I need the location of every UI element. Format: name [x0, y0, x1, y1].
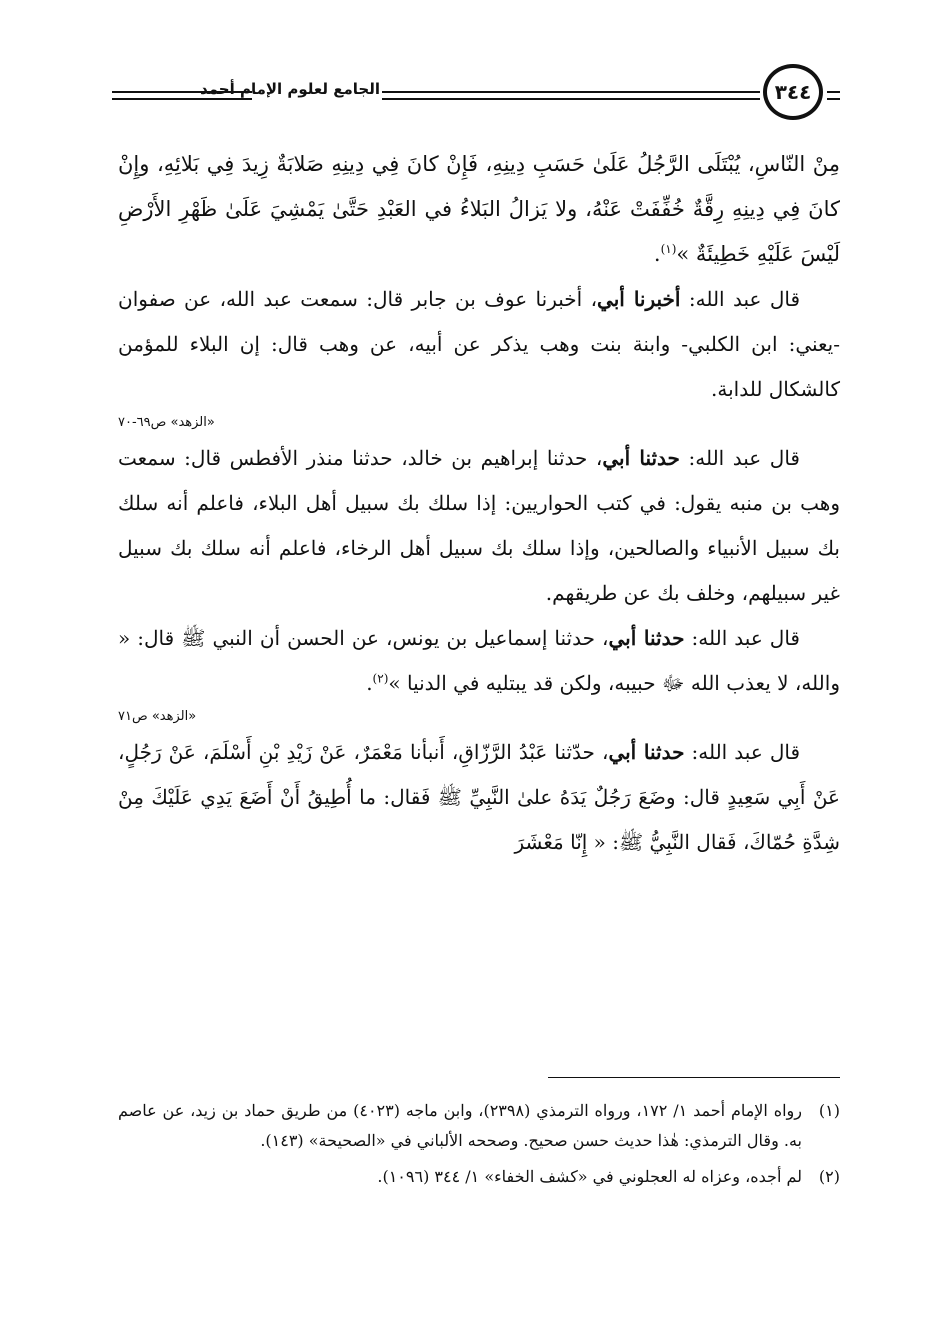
- narration-2-intro: قال عبد الله:: [680, 287, 801, 311]
- source-ref-1: «الزهد» ص٦٩-٧٠: [118, 415, 215, 430]
- header-rule-right: [827, 91, 840, 100]
- narration-4-text: ، حدثنا إسماعيل بن يونس، عن الحسن أن النبي ﷺ قال: « والله، لا يعذب الله ﷻ حبيبه، ولكن قد يبتليه في الدنيا »: [118, 626, 840, 695]
- footnote-text: رواه الإمام أحمد ١/ ١٧٢، ورواه الترمذي (٢٣٩٨)، وابن ماجه (٤٠٢٣) من طريق حماد بن زيد، عن عاصم به. وقال الترمذي: هٰذا حديث حسن صحيح. وصححه الألباني في «الصحيحة» (١٤٣).: [118, 1101, 803, 1150]
- narration-3-text: ، حدثنا إبراهيم بن خالد، حدثنا منذر الأفطس قال: سمعت وهب بن منبه يقول: في كتب الحواريين: إذا سلك بك سبيل أهل البلاء، فاعلم أنه سلك بك سبيل الأنبياء والصالحين، وإذا سلك بك سبيل أهل الرخاء، فاعلم أنه سلك بك سبيل غير سبيلهم، وخلف بك عن طريقهم.: [118, 446, 840, 605]
- narration-2-chain: أخبرنا أبي: [597, 287, 681, 311]
- footnote-ref-1: (١): [660, 242, 677, 256]
- hadith-continuation: [118, 142, 840, 277]
- running-title: الجامع لعلوم الإمام أحمد: [200, 80, 380, 98]
- footnote-number: (١): [818, 1101, 840, 1120]
- narration-5: [118, 730, 840, 865]
- footnote-text: لم أجده، وعزاه له العجلوني في «كشف الخفاء» ١/ ٣٤٤ (١٠٩٦).: [377, 1167, 802, 1186]
- narration-3-intro: قال عبد الله:: [679, 446, 800, 470]
- page-number: ٣٤٤: [763, 64, 823, 120]
- footnote-ref-2: (٢): [372, 671, 389, 686]
- header-rule-middle: [382, 91, 760, 100]
- hadith-text: مِنْ النّاسِ، يُبْتَلَى الرَّجُلُ عَلَىٰ حَسَبِ دِينِهِ، فَإِنْ كانَ فِي دِينِهِ صَلابَةٌ زِيدَ فِي بَلائِهِ، وإِنْ كانَ فِي دِينِهِ رِقَّةٌ خُفِّفَتْ عَنْهُ، ولا يَزالُ البَلاءُ في العَبْدِ حَتَّىٰ يَمْشِيَ عَلَىٰ ظَهْرِ الأَرْضِ لَيْسَ عَلَيْهِ خَطِيئَةٌ »: [118, 152, 840, 266]
- narration-4-end: .: [366, 671, 373, 695]
- narration-2-text: ، أخبرنا عوف بن جابر قال: سمعت عبد الله، عن صفوان -يعني: ابن الكلبي- وابنة بنت وهب يذكر عن أبيه، عن وهب قال: إن البلاء للمؤمن كالشكال للدابة.: [118, 287, 840, 401]
- narration-5-intro: قال عبد الله:: [684, 740, 801, 764]
- footnote-2: [118, 1162, 840, 1192]
- footnote-1: [118, 1096, 840, 1156]
- footnote-separator: [548, 1077, 840, 1078]
- narration-3: [118, 436, 840, 616]
- footnotes: [118, 1096, 840, 1198]
- footnote-number: (٢): [818, 1167, 840, 1186]
- source-ref-2: «الزهد» ص٧١: [118, 709, 197, 724]
- page-header: [112, 62, 840, 126]
- hadith-end: .: [653, 242, 661, 266]
- narration-3-chain: حدثنا أبي: [602, 446, 680, 470]
- narration-4-chain: حدثنا أبي: [608, 626, 685, 650]
- narration-4: [118, 616, 840, 706]
- narration-5-text: ، حدّثنا عَبْدُ الرَّزّاقِ، أَنبأنا مَعْمَرٌ، عَنْ زَيْدِ بْنِ أَسْلَمَ، عَنْ رَجُلٍ، عَنْ أَبِي سَعِيدٍ قال: وضَعَ رَجُلٌ يَدَهُ علىٰ النَّبِيِّ ﷺ فَقال: ما أُطِيقُ أَنْ أَضَعَ يَدِي عَلَيْكَ مِنْ شِدَّةِ حُمّاكَ، فَقال النَّبِيُّ ﷺ: « إِنّا مَعْشَرَ: [118, 740, 840, 854]
- narration-4-intro: قال عبد الله:: [684, 626, 800, 650]
- narration-2: [118, 277, 840, 412]
- main-text: [118, 142, 840, 865]
- narration-5-chain: حدثنا أبي: [608, 740, 685, 764]
